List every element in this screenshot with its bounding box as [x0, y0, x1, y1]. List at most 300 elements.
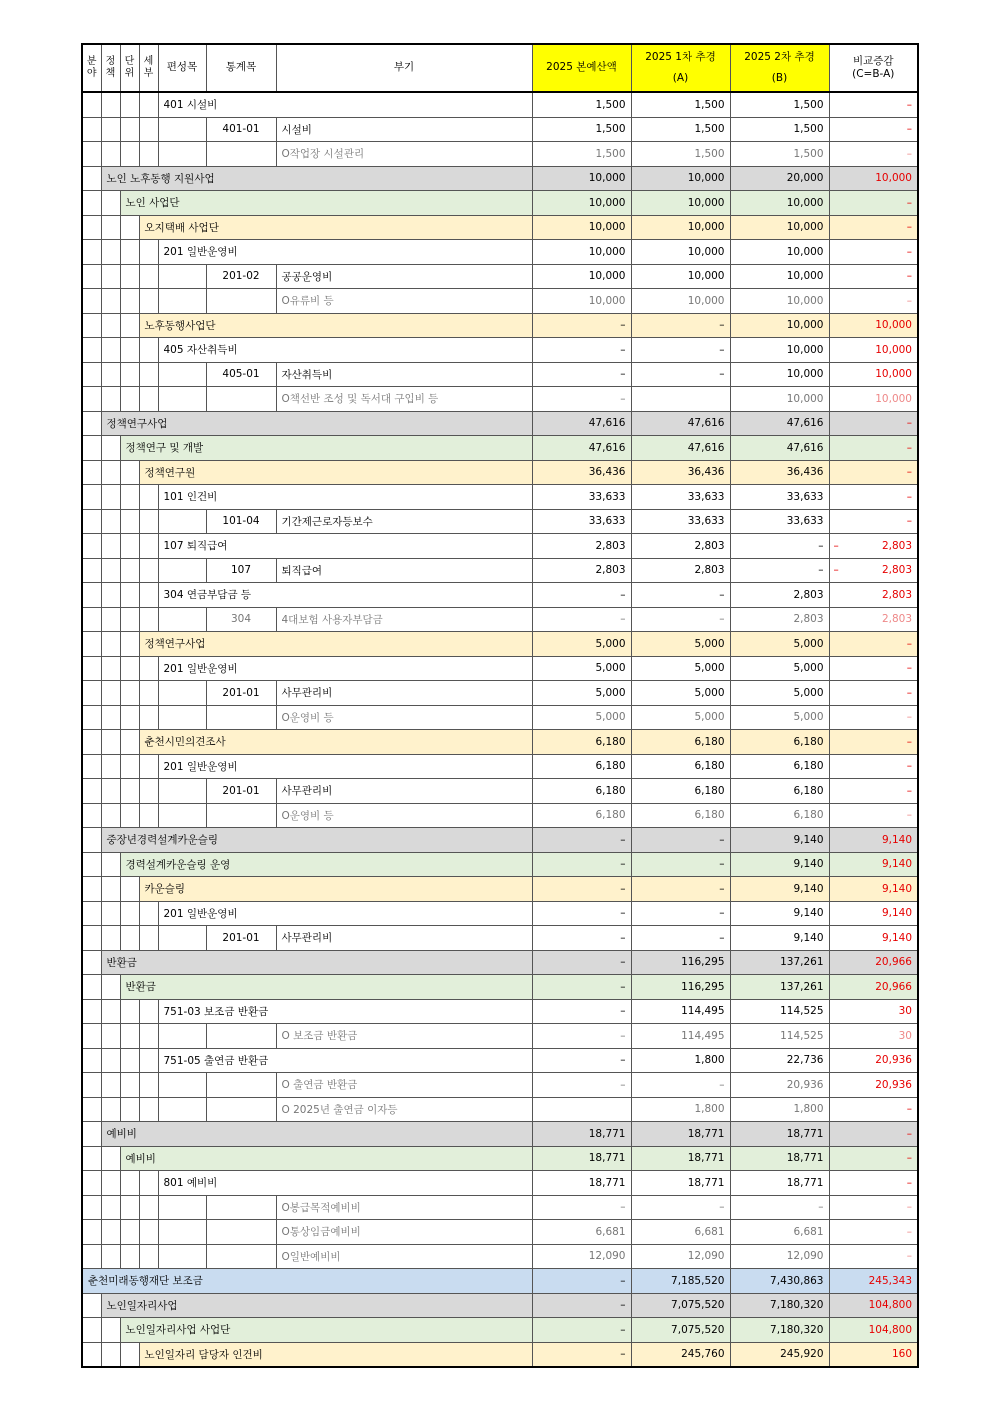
empty-cell	[206, 1097, 276, 1122]
value-v3: 10,000	[730, 191, 829, 216]
value-v2: 1,800	[631, 1097, 730, 1122]
diff-cell	[829, 607, 918, 632]
row-label: 퇴직급여	[276, 558, 532, 583]
diff-cell	[829, 681, 918, 706]
diff-value: 2,803	[881, 613, 912, 626]
empty-cell	[139, 289, 158, 314]
value-v1: 33,633	[532, 509, 631, 534]
value-v3: 6,681	[730, 1220, 829, 1245]
diff-cell	[829, 1318, 918, 1343]
value-v3: 137,261	[730, 950, 829, 975]
empty-cell	[158, 779, 206, 804]
empty-cell	[120, 1024, 139, 1049]
empty-cell	[139, 338, 158, 363]
value-v2: 5,000	[631, 632, 730, 657]
diff-cell	[829, 1048, 918, 1073]
empty-cell	[206, 142, 276, 167]
row-label: 노인 노후동행 지원사업	[101, 166, 532, 191]
empty-cell	[82, 803, 101, 828]
value-v2: –	[631, 877, 730, 902]
empty-cell	[158, 289, 206, 314]
empty-cell	[120, 1171, 139, 1196]
row-label: O일반예비비	[276, 1244, 532, 1269]
table-row	[82, 264, 918, 289]
table-row	[82, 460, 918, 485]
row-label: O유류비 등	[276, 289, 532, 314]
empty-cell	[101, 387, 120, 412]
diff-value: –	[906, 735, 912, 748]
value-v2: 47,616	[631, 411, 730, 436]
row-label: 공공운영비	[276, 264, 532, 289]
diff-value: –	[906, 711, 912, 724]
row-label: 정책연구사업	[101, 411, 532, 436]
empty-cell	[82, 387, 101, 412]
empty-cell	[206, 1073, 276, 1098]
empty-cell	[158, 1097, 206, 1122]
diff-value: 2,803	[881, 564, 912, 577]
empty-cell	[139, 779, 158, 804]
row-label: 101 인건비	[158, 485, 532, 510]
empty-cell	[158, 1195, 206, 1220]
value-v2: 2,803	[631, 534, 730, 559]
empty-cell	[139, 1073, 158, 1098]
value-v2: 7,185,520	[631, 1269, 730, 1294]
table-row	[82, 950, 918, 975]
value-v1: –	[532, 852, 631, 877]
value-v1: 10,000	[532, 264, 631, 289]
header-policy: 정책	[101, 44, 120, 92]
value-v1	[532, 1097, 631, 1122]
diff-value: –	[906, 760, 912, 773]
table-row	[82, 926, 918, 951]
value-v3: 47,616	[730, 411, 829, 436]
empty-cell	[82, 632, 101, 657]
value-v3: 114,525	[730, 999, 829, 1024]
empty-cell	[101, 926, 120, 951]
value-v1: –	[532, 1293, 631, 1318]
diff-value: –	[906, 196, 912, 209]
row-label: 정책연구사업	[139, 632, 532, 657]
value-v1: –	[532, 1269, 631, 1294]
diff-value: 9,140	[881, 833, 912, 846]
value-v2: 116,295	[631, 975, 730, 1000]
empty-cell	[82, 191, 101, 216]
header-supp2-sub: (B)	[771, 72, 788, 84]
header-field: 분야	[82, 44, 101, 92]
diff-cell	[829, 460, 918, 485]
empty-cell	[139, 1024, 158, 1049]
row-label: 춘천미래동행재단 보조금	[82, 1269, 532, 1294]
value-v1: 36,436	[532, 460, 631, 485]
row-label: 자산취득비	[276, 362, 532, 387]
empty-cell	[120, 313, 139, 338]
value-v2: 18,771	[631, 1171, 730, 1196]
row-label: 201 일반운영비	[158, 240, 532, 265]
row-label: O작업장 시설관리	[276, 142, 532, 167]
value-v3: 10,000	[730, 289, 829, 314]
empty-cell	[139, 1244, 158, 1269]
empty-cell	[139, 142, 158, 167]
table-row	[82, 117, 918, 142]
empty-cell	[139, 1048, 158, 1073]
empty-cell	[206, 803, 276, 828]
empty-cell	[82, 215, 101, 240]
empty-cell	[139, 583, 158, 608]
value-v2: –	[631, 901, 730, 926]
diff-value: –	[906, 1250, 912, 1263]
table-row	[82, 485, 918, 510]
diff-cell	[829, 1244, 918, 1269]
row-label: 반환금	[120, 975, 532, 1000]
row-label: 201 일반운영비	[158, 656, 532, 681]
value-v3: 10,000	[730, 215, 829, 240]
empty-cell	[101, 191, 120, 216]
value-v3: 5,000	[730, 705, 829, 730]
empty-cell	[82, 1195, 101, 1220]
diff-cell	[829, 779, 918, 804]
diff-value: 104,800	[868, 1299, 912, 1312]
diff-value: –	[906, 441, 912, 454]
value-v3: 9,140	[730, 852, 829, 877]
value-v3: 6,180	[730, 803, 829, 828]
value-v3: 137,261	[730, 975, 829, 1000]
diff-value: –	[906, 1127, 912, 1140]
diff-cell	[829, 1269, 918, 1294]
table-row	[82, 1269, 918, 1294]
empty-cell	[139, 534, 158, 559]
diff-value: 10,000	[875, 343, 912, 356]
value-v2: 36,436	[631, 460, 730, 485]
diff-value: 9,140	[881, 882, 912, 895]
empty-cell	[120, 803, 139, 828]
diff-value: –	[906, 809, 912, 822]
empty-cell	[120, 460, 139, 485]
diff-cell	[829, 436, 918, 461]
diff-cell	[829, 975, 918, 1000]
empty-cell	[101, 1195, 120, 1220]
empty-cell	[120, 779, 139, 804]
value-v2: 10,000	[631, 240, 730, 265]
value-v3: 33,633	[730, 509, 829, 534]
empty-cell	[120, 705, 139, 730]
empty-cell	[158, 117, 206, 142]
empty-cell	[139, 754, 158, 779]
empty-cell	[158, 558, 206, 583]
diff-cell	[829, 1122, 918, 1147]
empty-cell	[158, 803, 206, 828]
diff-value: 10,000	[875, 319, 912, 332]
row-label: 기간제근로자등보수	[276, 509, 532, 534]
table-row	[82, 509, 918, 534]
value-v2: 5,000	[631, 705, 730, 730]
value-v2: –	[631, 852, 730, 877]
empty-cell	[120, 142, 139, 167]
empty-cell	[82, 1244, 101, 1269]
empty-cell	[120, 215, 139, 240]
table-row	[82, 705, 918, 730]
diff-value: 160	[891, 1348, 912, 1361]
diff-value: 9,140	[881, 858, 912, 871]
value-v3: 18,771	[730, 1146, 829, 1171]
empty-cell	[120, 1048, 139, 1073]
value-v3: 12,090	[730, 1244, 829, 1269]
empty-cell	[101, 754, 120, 779]
empty-cell	[120, 1342, 139, 1367]
value-v1: –	[532, 1073, 631, 1098]
empty-cell	[82, 411, 101, 436]
table-row	[82, 730, 918, 755]
value-v2: 5,000	[631, 656, 730, 681]
row-label: 경력설계카운슬링 운영	[120, 852, 532, 877]
empty-cell	[139, 92, 158, 117]
value-v3: 10,000	[730, 387, 829, 412]
diff-cell	[829, 1220, 918, 1245]
empty-cell	[120, 583, 139, 608]
value-v3: 22,736	[730, 1048, 829, 1073]
value-v2: 6,180	[631, 730, 730, 755]
value-v2: –	[631, 926, 730, 951]
diff-cell	[829, 338, 918, 363]
empty-cell	[82, 436, 101, 461]
value-v2: –	[631, 1073, 730, 1098]
empty-cell	[139, 607, 158, 632]
row-label: 카운슬링	[139, 877, 532, 902]
stat-code: 304	[206, 607, 276, 632]
empty-cell	[82, 240, 101, 265]
value-v3: 1,500	[730, 92, 829, 117]
empty-cell	[158, 362, 206, 387]
value-v1: 6,681	[532, 1220, 631, 1245]
empty-cell	[82, 705, 101, 730]
empty-cell	[82, 877, 101, 902]
empty-cell	[101, 215, 120, 240]
table-row	[82, 338, 918, 363]
value-v1: –	[532, 583, 631, 608]
empty-cell	[101, 338, 120, 363]
row-label: 4대보험 사용자부담금	[276, 607, 532, 632]
header-supp2-title: 2025 2차 추경	[744, 50, 815, 63]
diff-value: –	[906, 686, 912, 699]
header-supp1	[631, 44, 730, 92]
empty-cell	[82, 583, 101, 608]
value-v2: 1,500	[631, 117, 730, 142]
diff-cell	[829, 705, 918, 730]
empty-cell	[158, 1024, 206, 1049]
empty-cell	[120, 534, 139, 559]
empty-cell	[101, 877, 120, 902]
diff-cell	[829, 632, 918, 657]
table-row	[82, 779, 918, 804]
value-v2: 245,760	[631, 1342, 730, 1367]
table-row	[82, 1171, 918, 1196]
empty-cell	[82, 1220, 101, 1245]
empty-cell	[101, 558, 120, 583]
empty-cell	[101, 1048, 120, 1073]
value-v3: 9,140	[730, 926, 829, 951]
value-v3: 10,000	[730, 264, 829, 289]
empty-cell	[139, 387, 158, 412]
value-v3: 33,633	[730, 485, 829, 510]
empty-cell	[206, 1195, 276, 1220]
table-row	[82, 92, 918, 117]
empty-cell	[120, 754, 139, 779]
value-v3: 7,180,320	[730, 1318, 829, 1343]
row-label: 노후동행사업단	[139, 313, 532, 338]
diff-value: –	[906, 270, 912, 283]
value-v2: 47,616	[631, 436, 730, 461]
empty-cell	[82, 142, 101, 167]
empty-cell	[101, 436, 120, 461]
empty-cell	[120, 558, 139, 583]
negative-mark: –	[833, 564, 839, 577]
empty-cell	[82, 558, 101, 583]
header-supp2	[730, 44, 829, 92]
value-v3: 5,000	[730, 656, 829, 681]
empty-cell	[101, 485, 120, 510]
value-v2: 33,633	[631, 485, 730, 510]
empty-cell	[82, 852, 101, 877]
value-v1: 10,000	[532, 215, 631, 240]
diff-cell	[829, 142, 918, 167]
diff-value: 20,936	[875, 1054, 912, 1067]
value-v2: –	[631, 313, 730, 338]
empty-cell	[101, 362, 120, 387]
empty-cell	[120, 926, 139, 951]
value-v3: 6,180	[730, 779, 829, 804]
diff-cell	[829, 509, 918, 534]
value-v1: –	[532, 1342, 631, 1367]
empty-cell	[82, 1097, 101, 1122]
header-supp1-sub: (A)	[672, 72, 689, 84]
table-row	[82, 166, 918, 191]
row-label: 405 자산취득비	[158, 338, 532, 363]
value-v2: 116,295	[631, 950, 730, 975]
value-v3: 20,000	[730, 166, 829, 191]
diff-value: –	[906, 515, 912, 528]
value-v2: 6,681	[631, 1220, 730, 1245]
value-v3: 7,430,863	[730, 1269, 829, 1294]
value-v2: –	[631, 607, 730, 632]
empty-cell	[139, 509, 158, 534]
empty-cell	[120, 1220, 139, 1245]
row-label: 중장년경력설계카운슬링	[101, 828, 532, 853]
empty-cell	[101, 142, 120, 167]
diff-value: –	[906, 1225, 912, 1238]
empty-cell	[158, 607, 206, 632]
value-v3: 6,180	[730, 730, 829, 755]
empty-cell	[101, 1097, 120, 1122]
empty-cell	[82, 950, 101, 975]
value-v2: 6,180	[631, 779, 730, 804]
diff-value: –	[906, 294, 912, 307]
empty-cell	[120, 92, 139, 117]
empty-cell	[120, 338, 139, 363]
empty-cell	[101, 607, 120, 632]
row-label: 예비비	[120, 1146, 532, 1171]
value-v3: 5,000	[730, 632, 829, 657]
diff-value: –	[906, 245, 912, 258]
row-label: 정책연구원	[139, 460, 532, 485]
diff-cell	[829, 558, 918, 583]
table-row	[82, 1146, 918, 1171]
empty-cell	[206, 705, 276, 730]
table-row	[82, 313, 918, 338]
empty-cell	[120, 240, 139, 265]
value-v3: –	[730, 558, 829, 583]
empty-cell	[120, 656, 139, 681]
table-row	[82, 901, 918, 926]
value-v2: –	[631, 338, 730, 363]
value-v1: 33,633	[532, 485, 631, 510]
empty-cell	[120, 264, 139, 289]
value-v1: 10,000	[532, 191, 631, 216]
diff-cell	[829, 901, 918, 926]
row-label: O 보조금 반환금	[276, 1024, 532, 1049]
value-v3: 18,771	[730, 1171, 829, 1196]
stat-code: 101-04	[206, 509, 276, 534]
diff-value: –	[906, 466, 912, 479]
empty-cell	[101, 1146, 120, 1171]
value-v1: 5,000	[532, 705, 631, 730]
value-v2: 10,000	[631, 289, 730, 314]
table-row	[82, 632, 918, 657]
value-v2: 1,500	[631, 92, 730, 117]
empty-cell	[101, 681, 120, 706]
diff-cell	[829, 1024, 918, 1049]
empty-cell	[206, 1024, 276, 1049]
empty-cell	[120, 901, 139, 926]
value-v1: 10,000	[532, 240, 631, 265]
diff-cell	[829, 852, 918, 877]
diff-value: 104,800	[868, 1323, 912, 1336]
table-row	[82, 999, 918, 1024]
empty-cell	[139, 803, 158, 828]
value-v1: –	[532, 1048, 631, 1073]
value-v3: –	[730, 1195, 829, 1220]
table-row	[82, 1318, 918, 1343]
value-v1: 47,616	[532, 411, 631, 436]
table-row	[82, 1293, 918, 1318]
value-v3: 245,920	[730, 1342, 829, 1367]
empty-cell	[82, 730, 101, 755]
value-v3: 10,000	[730, 362, 829, 387]
value-v2: 1,800	[631, 1048, 730, 1073]
diff-value: 10,000	[875, 368, 912, 381]
diff-cell	[829, 583, 918, 608]
value-v2: 12,090	[631, 1244, 730, 1269]
empty-cell	[120, 1097, 139, 1122]
diff-cell	[829, 534, 918, 559]
table-row	[82, 1122, 918, 1147]
empty-cell	[82, 607, 101, 632]
value-v3: 18,771	[730, 1122, 829, 1147]
empty-cell	[139, 117, 158, 142]
diff-cell	[829, 485, 918, 510]
empty-cell	[82, 460, 101, 485]
header-diff	[829, 44, 918, 92]
empty-cell	[82, 534, 101, 559]
value-v2: 7,075,520	[631, 1318, 730, 1343]
diff-value: 30	[898, 1029, 912, 1042]
empty-cell	[82, 926, 101, 951]
value-v1: –	[532, 387, 631, 412]
diff-cell	[829, 1171, 918, 1196]
value-v3: 1,500	[730, 117, 829, 142]
empty-cell	[120, 362, 139, 387]
row-label: 노인 사업단	[120, 191, 532, 216]
empty-cell	[101, 289, 120, 314]
header-main-budget: 2025 본예산액	[532, 44, 631, 92]
